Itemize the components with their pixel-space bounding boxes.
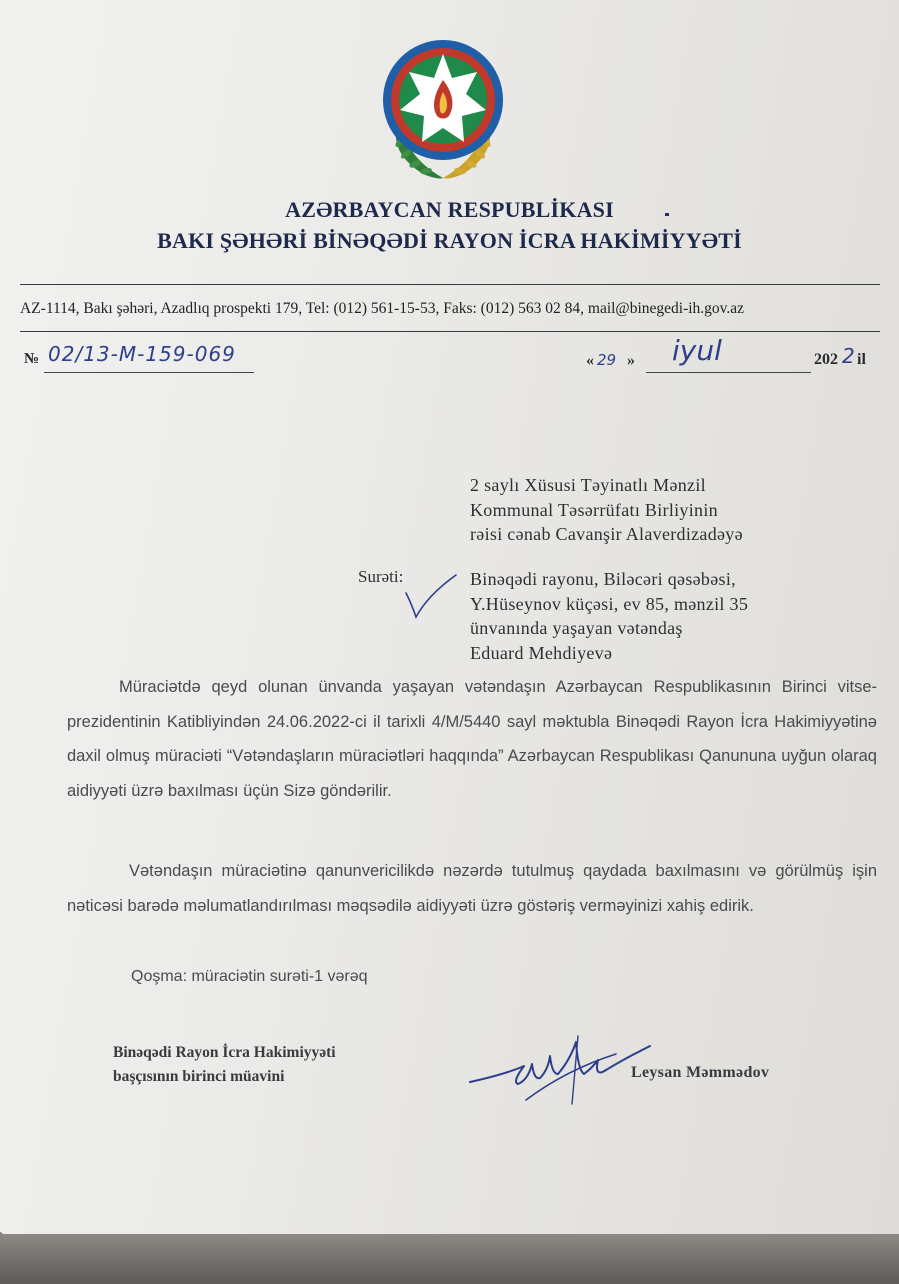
number-sign: № [24,351,40,367]
addressee-line: Kommunal Təsərrüfatı Birliyinin [470,499,718,520]
body-paragraph-1: Müraciətdə qeyd olunan ünvanda yaşayan vətəndaşın Azərbaycan Respublikasının Birinci vitse-prezidentinin Katibliyindən 24.06.2022-ci il tarixli 4/M/5440 sayl məktubla Binəqədi Rayon İcra Hakimiyyətinə daxil olmuş müraciəti “Vətəndaşların müraciətləri haqqında” Azərbaycan Respublikası Qanununa uyğun olaraq aidiyyəti üzrə baxılması üçün Sizə göndərilir. [67,678,877,800]
signatory-name: Leysan Məmmədov [631,1064,770,1081]
copy-label: Surəti: [358,567,404,586]
addressee-block [470,473,743,547]
reference-underline [44,372,254,373]
copy-line: ünvanında yaşayan vətəndaş [470,618,683,638]
date-day: 29 [597,351,617,369]
addressee-line: rəisi cənab Cavanşir Alaverdizadəyə [470,524,743,544]
header-rule-bottom [20,331,880,332]
signatory-role-line: Binəqədi Rayon İcra Hakimiyyəti [113,1044,336,1061]
date-underline [646,372,811,373]
country-title: AZƏRBAYCAN RESPUBLİKASI [285,197,614,222]
attachment-note: Qoşma: müraciətin surəti-1 vərəq [131,968,368,985]
signatory-role [113,1041,336,1089]
date-year-suffix: il [857,351,866,368]
authority-title: BAKI ŞƏHƏRİ BİNƏQƏDİ RAYON İCRA HAKİMİYYƏTİ [157,228,742,253]
contact-address: AZ-1114, Bakı şəhəri, Azadlıq prospekti 179, Tel: (012) 561-15-53, Faks: (012) 563 02 84, mail@binegedi-ih.gov.az [20,300,745,317]
date-year-digit: 2 [842,344,855,368]
body-paragraph-2: Vətəndaşın müraciətinə qanunvericilikdə nəzərdə tutulmuş qaydada baxılmasını və görülmüş işin nəticəsi barədə məlumatlandırılması məqsədilə aidiyyəti üzrə göstəriş verməyinizi xahiş edirik. [67,862,877,915]
copy-line: Eduard Mehdiyevə [470,642,613,663]
coat-of-arms-emblem [378,32,508,182]
signatory-role-line: başçısının birinci müavini [113,1068,285,1085]
header-rule-top [20,284,880,285]
date-month: iyul [672,334,722,367]
copy-recipient-block [470,567,748,665]
date-quote-close: » [627,352,635,369]
reference-number: 02/13-M-159-069 [48,342,236,366]
copy-line: Y.Hüseynov küçəsi, ev 85, mənzil 35 [470,593,749,614]
date-quote-open: « [586,352,594,369]
handwritten-signature-icon [466,1030,656,1110]
date-year-prefix: 202 [814,351,838,368]
background-shadow [0,1234,899,1284]
handwritten-check-icon [402,573,458,621]
addressee-line: 2 saylı Xüsusi Təyinatlı Mənzil [470,475,706,495]
copy-line: Binəqədi rayonu, Biləcəri qəsəbəsi, [470,569,736,589]
